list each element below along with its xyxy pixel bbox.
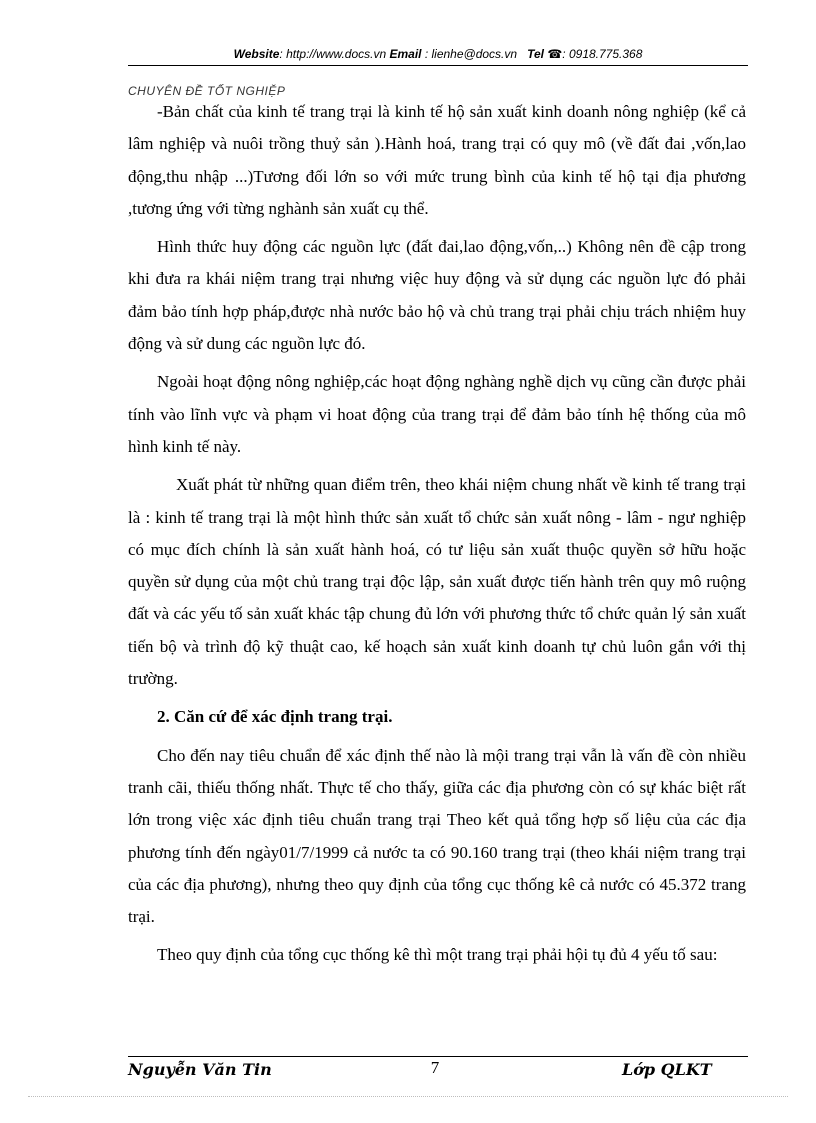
- telephone-icon: ☎: [547, 47, 563, 61]
- page-number: 7: [430, 1058, 440, 1077]
- header-rule: [128, 65, 748, 66]
- footer-class: Lớp QLKT: [622, 1060, 712, 1079]
- website-label: Website: [233, 47, 280, 61]
- email-value: : lienhe@docs.vn: [421, 47, 518, 61]
- footer-author: Nguyễn Văn Tin: [128, 1060, 272, 1079]
- footer-rule: [128, 1056, 748, 1057]
- paragraph-criteria: Cho đến nay tiêu chuẩn để xác định thế nào là mội trang trại vẫn là vấn đề còn nhiều tranh cãi, thiếu thống nhất. Thực tế cho thấy, giữa các địa phương còn có sự khác biệt rất lớn trong việc xác định tiêu chuẩn trang trại Theo kết quả tổng hợp số liệu của các địa phương tính đến ngày01/7/1999 cả nước ta có 90.160 trang trại (theo khái niệm trang trại của các địa phương), nhưng theo quy định của tổng cục thống kê cả nước có 45.372 trang trại.: [128, 745, 746, 927]
- paragraph-requirements: Theo quy định của tổng cục thống kê thì một trang trại phải hội tụ đủ 4 yếu tố sau:: [157, 945, 718, 965]
- paragraph-essence: -Bản chất của kinh tế trang trại là kinh tế hộ sản xuất kinh doanh nông nghiệp (kể cả lâm nghiệp và nuôi trồng thuỷ sản ).Hành hoá, trang trại có quy mô (về đất đai ,vốn,lao động,thu nhập ...)Tương đối lớn so với mức trung bình của kinh tế hộ tại địa phương ,tương ứng với từng nghành sản xuất cụ thể.: [128, 102, 746, 218]
- page-header: [128, 47, 748, 61]
- paragraph-resources: Hình thức huy động các nguồn lực (đất đai,lao động,vốn,..) Không nên đề cập trong khi đưa ra khái niệm trang trại nhưng việc huy động và sử dụng các nguồn lực đó phải đảm bảo tính hợp pháp,được nhà nước bảo hộ và chủ trang trại phải chịu trách nhiệm huy động và sử dung các nguồn lực đó.: [128, 237, 746, 354]
- section-label: CHUYÊN ĐỀ TỐT NGHIỆP: [128, 84, 286, 98]
- email-label: Email: [389, 47, 422, 61]
- page-boundary-dots: [28, 1096, 788, 1097]
- paragraph-activities: Ngoài hoạt động nông nghiệp,các hoạt động nghàng nghề dịch vụ cũng cần được phải tính vào lĩnh vực và phạm vi hoat động của trang trại để đảm bảo tính hệ thống của mô hình kinh tế này.: [128, 372, 746, 456]
- tel-label: Tel: [527, 47, 544, 61]
- document-body: [128, 96, 746, 972]
- tel-value: : 0918.775.368: [562, 47, 643, 61]
- paragraph-definition: Xuất phát từ những quan điểm trên, theo khái niệm chung nhất về kinh tế trang trại là : kinh tế trang trại là một hình thức sản xuất tổ chức sản xuất nông - lâm - ngư nghiệp có mục đích chính là sản xuất hành hoá, có tư liệu sản xuất thuộc quyền sở hữu hoặc quyền sử dụng của một chủ trang trại độc lập, sản xuất được tiến hành trên quy mô ruộng đất và các yếu tố sản xuất khác tập chung đủ lớn với phương thức tổ chức quản lý sản xuất tiến bộ và trình độ kỹ thuật cao, kế hoạch sản xuất kinh doanh tự chủ luôn gắn với thị trường.: [128, 475, 746, 689]
- section-heading: 2. Căn cứ để xác định trang trại.: [157, 707, 393, 727]
- website-value: : http://www.docs.vn: [279, 47, 387, 61]
